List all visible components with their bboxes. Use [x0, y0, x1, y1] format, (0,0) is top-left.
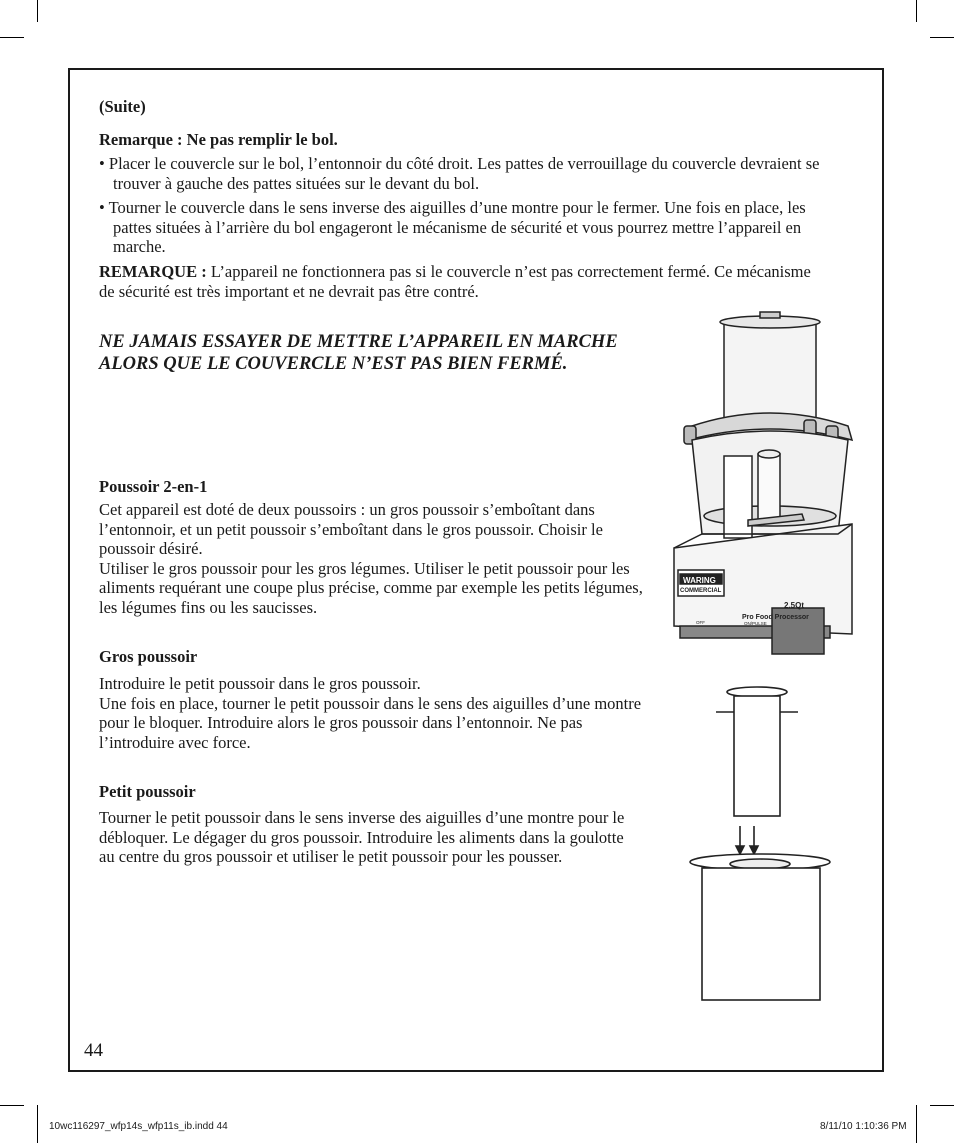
bullet-item: • Tourner le couvercle dans le sens inverse des aiguilles d’une montre pour le fermer. Une fois en place, les pattes situées à l’arrière du bol engageront le mécanisme de sécurité et vous pourrez mettre l’appareil en marche.	[99, 198, 806, 256]
section-body: Introduire le petit poussoir dans le gros poussoir. Une fois en place, tourner le petit poussoir dans le sens des aiguilles d’une montre pour le bloquer. Introduire alors le gros poussoir dans l’entonnoir. Ne pas l’introduire avec force.	[99, 674, 642, 752]
crop-mark	[916, 1105, 917, 1143]
pusher-assembly-illustration	[682, 682, 838, 1004]
page-number: 44	[84, 1040, 103, 1061]
crop-mark	[0, 1105, 24, 1106]
crop-mark	[930, 1105, 954, 1106]
section-heading: Poussoir 2-en-1	[99, 477, 208, 496]
remark-text: L’appareil ne fonctionnera pas si le couvercle n’est pas correctement fermé. Ce mécanisme de sécurité est très important et ne devrait pas être contré.	[99, 262, 811, 301]
capacity-label: 2.5Qt	[784, 601, 805, 610]
food-processor-illustration	[662, 308, 862, 660]
crop-mark	[37, 1105, 38, 1143]
remark-label: REMARQUE :	[99, 262, 207, 281]
small-pusher-body	[734, 696, 780, 816]
section-heading: Petit poussoir	[99, 782, 196, 801]
on-pulse-button-label: ON/PULSE	[744, 621, 767, 626]
section-body: Cet appareil est doté de deux poussoirs : un gros poussoir s’emboîtant dans l’entonnoir, et un petit poussoir s’emboîtant dans le gros poussoir. Choisir le poussoir désiré. Utiliser le gros poussoir pour les gros légumes. Utiliser le petit poussoir pour les aliments requérant une coupe plus précise, comme par exemple les petits légumes, les légumes fins ou les saucisses.	[99, 500, 643, 617]
brand-name: WARING	[683, 576, 716, 585]
feed-tube	[724, 322, 816, 420]
print-slug-timestamp: 8/11/10 1:10:36 PM	[820, 1121, 907, 1132]
section-heading: Gros poussoir	[99, 647, 198, 666]
print-slug-filename: 10wc116297_wfp14s_wfp11s_ib.indd 44	[49, 1121, 228, 1132]
note-heading: Remarque : Ne pas remplir le bol.	[99, 130, 338, 149]
safety-warning: NE JAMAIS ESSAYER DE METTRE L’APPAREIL EN MARCHE ALORS QUE LE COUVERCLE N’EST PAS BIEN FERMÉ.	[99, 332, 618, 374]
crop-mark	[37, 0, 38, 22]
continued-label: (Suite)	[99, 97, 146, 116]
section-body: Tourner le petit poussoir dans le sens inverse des aiguilles d’une montre pour le débloquer. Le dégager du gros poussoir. Introduire les aliments dans la goulotte au centre du gros poussoir et utiliser le petit poussoir pour les pousser.	[99, 808, 625, 866]
remark-paragraph	[99, 262, 819, 301]
crop-mark	[930, 37, 954, 38]
large-pusher-body	[702, 868, 820, 1000]
brand-subtitle: COMMERCIAL	[680, 588, 722, 594]
model-label: Pro Food Processor	[742, 614, 809, 621]
off-button-label: OFF	[696, 620, 705, 625]
crop-mark	[0, 37, 24, 38]
bullet-item: • Placer le couvercle sur le bol, l’entonnoir du côté droit. Les pattes de verrouillage du couvercle devraient se trouver à gauche des pattes situées sur le devant du bol.	[99, 154, 820, 193]
crop-mark	[916, 0, 917, 22]
